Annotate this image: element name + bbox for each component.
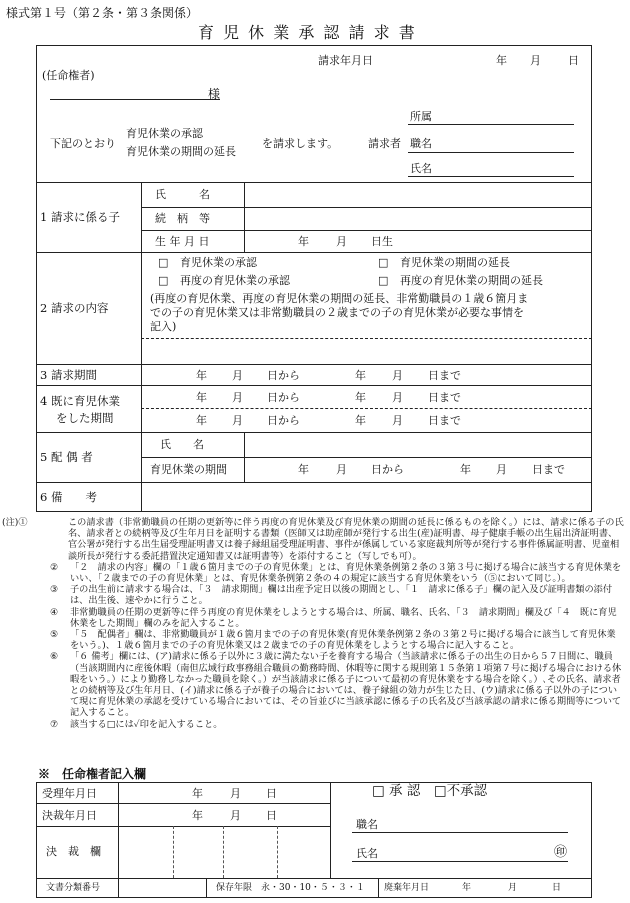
intro-prefix: 下記のとおり xyxy=(50,137,116,150)
option-extension: 育児休業の期間の延長 xyxy=(126,145,236,158)
note-3: ③ 子の出生前に請求する場合は、「３ 請求期間」欄は出産予定日以後の期間とし、「１ 請求に係る子」欄の記入及び証明書類の添付は、出生後、速やかに行うこと。 xyxy=(50,584,613,607)
disposal-date-label: 廃棄年月日 xyxy=(384,883,430,893)
section4-label-1: 4 既に育児休業 xyxy=(40,394,120,408)
spouse-name-field[interactable] xyxy=(246,434,590,456)
request-day-label: 日 xyxy=(568,54,579,67)
sama-label: 様 xyxy=(208,87,221,101)
checkbox-reapproval[interactable]: □ xyxy=(158,274,169,287)
bottom-position-label: 職名 xyxy=(356,818,378,831)
opt-extension-label: 育児休業の期間の延長 xyxy=(400,256,510,269)
s5-to-year: 年 xyxy=(460,463,471,476)
s5-from-year: 年 xyxy=(298,463,309,476)
name-label: 氏名 xyxy=(410,162,432,175)
s4b-from-month: 月 xyxy=(232,414,243,427)
section3-label: 3 請求期間 xyxy=(40,368,97,382)
child-name-label: 氏 名 xyxy=(155,188,210,201)
rcv-year: 年 xyxy=(192,787,203,800)
rcv-day: 日 xyxy=(266,787,277,800)
notes-section xyxy=(2,517,624,730)
requester-label: 請求者 xyxy=(368,137,401,150)
s4b-to-day: 日まで xyxy=(428,414,461,427)
birth-day-suffix: 日生 xyxy=(371,235,393,248)
section5-label: 5 配 偶 者 xyxy=(40,450,93,464)
section4-label-2: をした期間 xyxy=(56,411,114,425)
disposal-month: 月 xyxy=(508,883,518,893)
note-7: ⑦ 該当する□には✓印を記入すること。 xyxy=(50,718,223,730)
s4a-from-day: 日から xyxy=(267,391,300,404)
birth-year: 年 xyxy=(298,235,309,248)
s5-to-day: 日まで xyxy=(532,463,565,476)
bottom-name-line[interactable] xyxy=(352,861,568,862)
reason-instruction-1: (再度の育児休業、再度の育児休業の期間の延長、非常勤職員の１歳６箇月ま xyxy=(150,292,529,305)
authority-section-title: ※ 任命権者記入欄 xyxy=(38,767,147,781)
s4a-to-month: 月 xyxy=(392,391,403,404)
decision-date-label: 決裁年月日 xyxy=(42,809,97,822)
child-birthdate-label: 生 年 月 日 xyxy=(155,235,210,248)
checkbox-reextension[interactable]: □ xyxy=(378,274,389,287)
position-line[interactable] xyxy=(408,152,574,153)
spouse-period-label: 育児休業の期間 xyxy=(150,463,227,476)
dec-month: 月 xyxy=(230,809,241,822)
opt-reextension-label: 再度の育児休業の期間の延長 xyxy=(400,274,543,287)
s3-from-day: 日から xyxy=(267,369,300,382)
note-2: ② 「２ 請求の内容」欄の「１歳６箇月までの子の育児休業」とは、育児休業条例第２条の３第３号に掲げる場合に該当する育児休業をいい、「２歳までの子の育児休業」とは、育児休業条例第２条の４の規定に該当する育児休業をいう（⑤において同じ。）。 xyxy=(50,561,622,585)
note-1: (注)① この請求書（非常勤職員の任期の更新等に伴う再度の育児休業及び育児休業の期間の延長に係るものを除く。）には、請求に係る子の氏名、請求者との続柄等及び生年月日を証明する書類（医師又は助産師が発行する出生(産)証明書、母子健康手帳の出生届出済証明書、官公署が発行する出生届受理証明書又は養子縁組届受理証明書、事件が係属している家庭裁判所等が発行する事件係属証明書、児童相談所長が発行する委託措置決定通知書又は証明書等）を添付すること（写しでも可）。 xyxy=(2,517,624,562)
request-year-label: 年 xyxy=(496,54,507,67)
request-date-label: 請求年月日 xyxy=(318,54,373,67)
s5-from-day: 日から xyxy=(371,463,404,476)
rcv-month: 月 xyxy=(230,787,241,800)
doc-class-label: 文書分類番号 xyxy=(46,883,101,893)
position-label: 職名 xyxy=(410,137,432,150)
bottom-name-label: 氏名 xyxy=(356,847,378,860)
s3-from-year: 年 xyxy=(196,369,207,382)
intro-suffix: を請求します。 xyxy=(262,137,339,150)
approve-reject-checkboxes[interactable]: □ 承 認 □不承認 xyxy=(372,783,488,799)
decision-stamp-area[interactable] xyxy=(120,828,328,876)
reason-field[interactable] xyxy=(143,340,590,362)
affiliation-line[interactable] xyxy=(408,124,574,125)
received-date-label: 受理年月日 xyxy=(42,787,97,800)
request-month-label: 月 xyxy=(530,54,541,67)
s3-from-month: 月 xyxy=(232,369,243,382)
seal-mark: ㊞ xyxy=(554,845,568,860)
s3-to-day: 日まで xyxy=(428,369,461,382)
reason-instruction-3: 記入) xyxy=(150,320,177,333)
s5-to-month: 月 xyxy=(496,463,507,476)
child-relation-label: 続 柄 等 xyxy=(155,212,210,225)
bottom-position-line[interactable] xyxy=(352,832,568,833)
form-number: 様式第１号（第２条・第３条関係） xyxy=(6,6,199,20)
doc-class-field[interactable] xyxy=(120,880,204,896)
reason-instruction-2: での子の育児休業又は非常勤職員の２歳までの子の育児休業が必要な事情を xyxy=(150,306,524,319)
name-line[interactable] xyxy=(408,176,574,177)
s3-to-year: 年 xyxy=(355,369,366,382)
child-relation-field[interactable] xyxy=(246,209,590,229)
authority-name-line[interactable] xyxy=(50,99,220,100)
s5-from-month: 月 xyxy=(336,463,347,476)
section6-label: 6 備 考 xyxy=(40,490,97,504)
s4a-from-year: 年 xyxy=(196,391,207,404)
spouse-name-label: 氏 名 xyxy=(160,438,204,451)
s4a-from-month: 月 xyxy=(232,391,243,404)
retention-label: 保存年限 永・30・10・５・３・１ xyxy=(216,883,365,893)
dec-day: 日 xyxy=(266,809,277,822)
disposal-day: 日 xyxy=(552,883,562,893)
note-6: ⑥ 「６ 備考」欄には、(ア)請求に係る子以外に３歳に満たない子を養育する場合（当該請求に係る子の出生の日から５７日間に、職員（当該期間内に産後休暇（南但広域行政事務組合職員の勤務時間、休暇等に関する規則第１５条第１項第７号に掲げる場合における休暇をいう。）により勤務しなかった職員を除く。）が当該請求に係る子について最初の育児休業をする場合を除く。）､その氏名、請求者との続柄等及び生年月日、(イ)請求に係る子が養子の場合においては、養子縁組の効力が生じた日、(ウ)請求に係る子以外の子について現に育児休業の承認を受けている場合においては、その旨並びに当該承認に係る子の氏名及び当該承認の請求に係る期間等について記入すること。 xyxy=(50,651,622,719)
affiliation-label: 所属 xyxy=(410,110,432,123)
remarks-field[interactable] xyxy=(143,484,590,510)
s4b-from-year: 年 xyxy=(196,414,207,427)
child-name-field[interactable] xyxy=(246,184,590,206)
s4b-to-year: 年 xyxy=(355,414,366,427)
opt-approval-label: 育児休業の承認 xyxy=(180,256,257,269)
checkbox-extension[interactable]: □ xyxy=(378,256,389,269)
opt-reapproval-label: 再度の育児休業の承認 xyxy=(180,274,290,287)
s4a-to-year: 年 xyxy=(355,391,366,404)
note-4: ④ 非常勤職員の任期の更新等に伴う再度の育児休業をしようとする場合は、所属、職名、氏名、「３ 請求期間」欄及び「４ 既に育児休業をした期間」欄のみを記入すること。 xyxy=(50,606,617,629)
decision-column-label: 決 裁 欄 xyxy=(46,845,101,858)
disposal-year: 年 xyxy=(462,883,472,893)
s4a-to-day: 日まで xyxy=(428,391,461,404)
page-title: 育 児 休 業 承 認 請 求 書 xyxy=(198,23,417,42)
dec-year: 年 xyxy=(192,809,203,822)
s4b-to-month: 月 xyxy=(392,414,403,427)
birth-month: 月 xyxy=(336,235,347,248)
note-5: ⑤ 「５ 配偶者」欄は、非常勤職員が１歳６箇月までの子の育児休業(育児休業条例第２条の３第２号に掲げる場合に該当して育児休業をいう。)、１歳６箇月までの子の育児休業又は２歳までの子の育児休業をしようとする場合に記入すること。 xyxy=(50,629,616,652)
s3-to-month: 月 xyxy=(392,369,403,382)
authority-label: (任命権者) xyxy=(42,69,95,82)
section2-label: 2 請求の内容 xyxy=(40,301,109,315)
section1-label: 1 請求に係る子 xyxy=(40,210,120,224)
s4b-from-day: 日から xyxy=(267,414,300,427)
checkbox-approval[interactable]: □ xyxy=(158,256,169,269)
option-approval: 育児休業の承認 xyxy=(126,127,203,140)
